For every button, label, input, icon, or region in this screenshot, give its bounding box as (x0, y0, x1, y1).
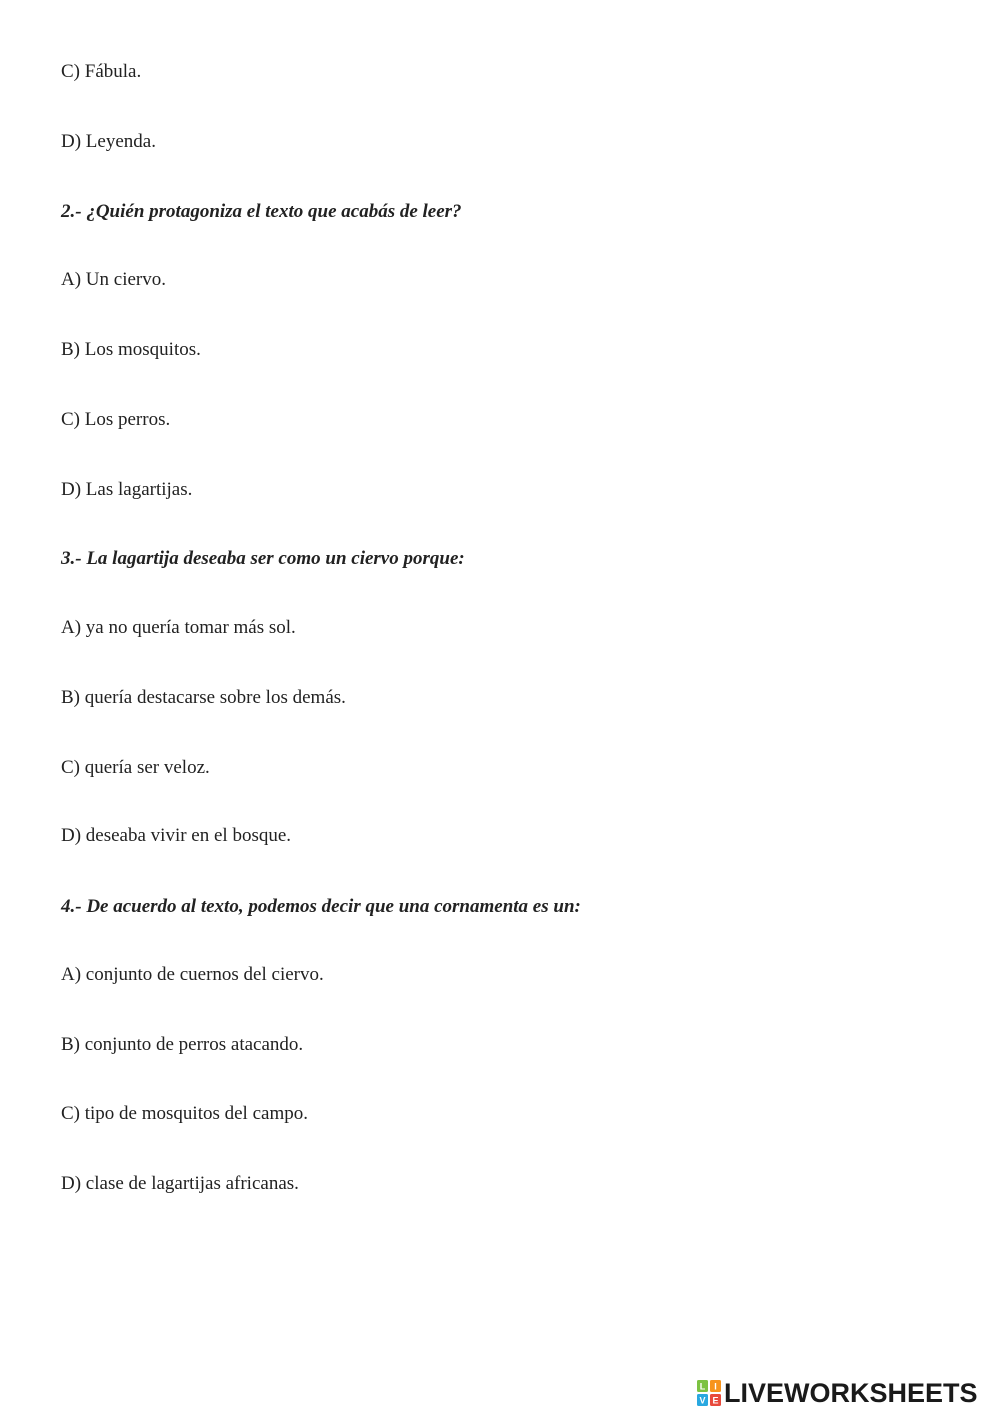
q2-option-c: C) Los perros. (61, 409, 171, 430)
question-2: 2.- ¿Quién protagoniza el texto que acabás de leer? (61, 201, 462, 222)
q2-option-b: B) Los mosquitos. (61, 339, 201, 360)
svg-text:E: E (712, 1395, 719, 1406)
liveworksheets-mark-icon (697, 1380, 721, 1406)
q3-option-d: D) deseaba vivir en el bosque. (61, 825, 292, 846)
q4-option-a: A) conjunto de cuernos del ciervo. (61, 964, 324, 985)
liveworksheets-wordmark: LIVEWORKSHEETS (724, 1378, 978, 1408)
svg-text:I: I (714, 1381, 717, 1392)
q2-option-d: D) Las lagartijas. (61, 479, 193, 500)
q3-option-a: A) ya no quería tomar más sol. (61, 617, 296, 638)
q1-option-d: D) Leyenda. (61, 131, 156, 152)
q3-option-b: B) quería destacarse sobre los demás. (61, 687, 346, 708)
q4-option-c: C) tipo de mosquitos del campo. (61, 1103, 308, 1124)
question-3: 3.- La lagartija deseaba ser como un ciervo porque: (61, 548, 465, 569)
q3-option-c: C) quería ser veloz. (61, 757, 210, 778)
svg-text:V: V (699, 1395, 706, 1406)
svg-text:L: L (699, 1381, 706, 1392)
question-4: 4.- De acuerdo al texto, podemos decir que una cornamenta es un: (61, 896, 581, 917)
liveworksheets-logo (697, 1378, 978, 1408)
q4-option-d: D) clase de lagartijas africanas. (61, 1173, 299, 1194)
q2-option-a: A) Un ciervo. (61, 269, 166, 290)
q1-option-c: C) Fábula. (61, 61, 142, 82)
q4-option-b: B) conjunto de perros atacando. (61, 1034, 304, 1055)
